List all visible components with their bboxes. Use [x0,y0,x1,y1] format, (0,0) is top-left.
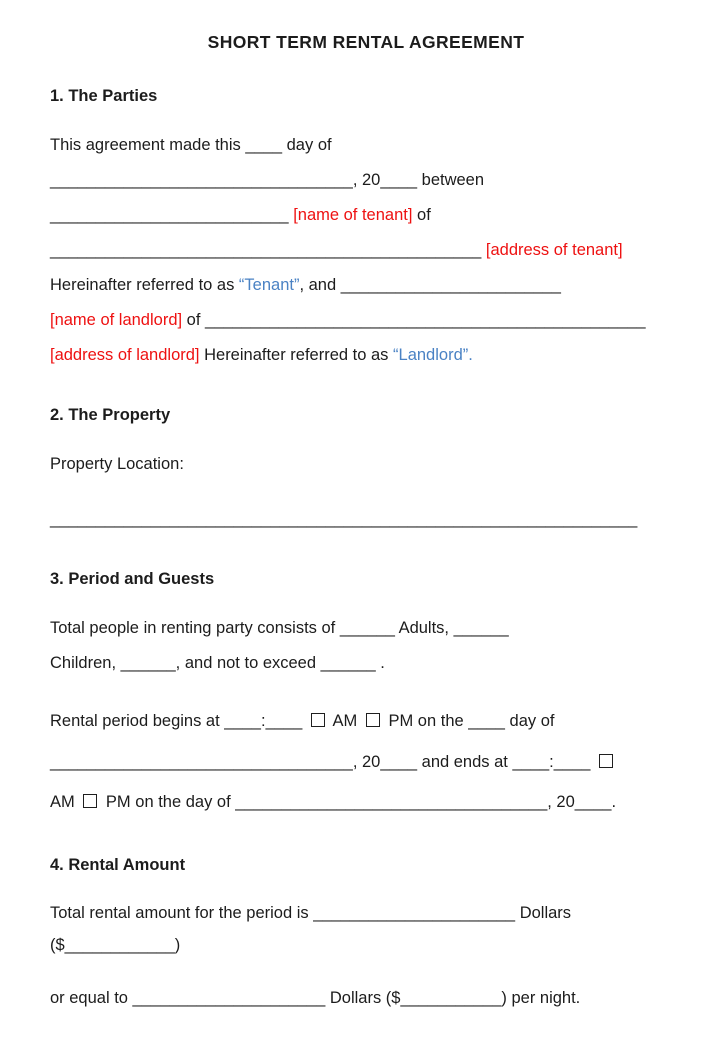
text-run: _______________________________________________ [50,241,486,259]
paragraph [50,447,682,482]
text-run: _________________________________, 20____ and ends at ____:____ [50,752,596,771]
form-line [50,303,682,338]
form-line [50,268,682,303]
form-line [50,742,682,783]
form-line [50,701,682,742]
text-run: ($____________) [50,935,181,954]
checkbox-icon [366,713,380,727]
form-line [50,981,682,1016]
document-title: SHORT TERM RENTAL AGREEMENT [207,32,525,52]
form-line [50,897,682,929]
text-run: Hereinafter referred to as [50,276,239,294]
form-line [50,447,682,482]
text-run: Property Location: [50,455,184,473]
section-heading: 3. Period and Guests [50,570,215,588]
form-line [50,198,682,233]
placeholder-bracket: [name of tenant] [293,206,413,224]
text-run: ________________________________________________________________ [50,510,638,528]
section-heading: 4. Rental Amount [50,855,186,874]
text-run: Rental period begins at ____:____ [50,712,307,730]
form-line [50,782,682,823]
text-run: AM [328,712,362,730]
checkbox-icon [311,713,325,727]
form-line [50,163,682,198]
defined-term: “Landlord”. [393,346,473,364]
text-run: of [412,206,431,224]
checkbox-icon [599,754,613,768]
placeholder-bracket: [address of landlord] [50,346,200,364]
text-run: PM on the day of __________________________________, 20____. [101,793,617,811]
paragraph [50,981,682,1016]
text-run: , and ________________________ [299,276,561,294]
form-line [50,233,682,268]
paragraph [50,897,682,961]
text-run: Hereinafter referred to as [199,346,394,364]
text-run: Total rental amount for the period is ______________________ Dollars [50,903,572,922]
section-heading: 1. The Parties [50,87,158,105]
text-run: Total people in renting party consists of ______ Adults, ______ [50,619,509,637]
paragraph [50,701,682,823]
text-run: __________________________ [50,206,294,224]
form-line [50,502,682,537]
text-run: or equal to _____________________ Dollars ($___________) per night. [50,988,581,1007]
text-run: This agreement made this ____ day of [50,136,332,154]
text-run: Children, ______, and not to exceed ______ . [50,654,385,672]
defined-term: “Tenant” [238,276,300,294]
form-line [50,128,682,163]
placeholder-bracket: [address of tenant] [485,241,623,259]
paragraph [50,502,682,537]
form-line [50,611,682,646]
placeholder-bracket: [name of landlord] [50,311,183,329]
text-run: of ________________________________________________ [182,311,646,329]
text-run: _________________________________, 20____ between [50,171,485,189]
form-line [50,646,682,681]
form-line [50,338,682,373]
section-heading: 2. The Property [50,406,171,424]
text-run: AM [50,793,80,811]
checkbox-icon [83,794,97,808]
text-run: PM on the ____ day of [383,712,555,730]
paragraph [50,611,682,681]
form-line [50,929,682,961]
document-body [50,84,682,1016]
paragraph [50,128,682,373]
